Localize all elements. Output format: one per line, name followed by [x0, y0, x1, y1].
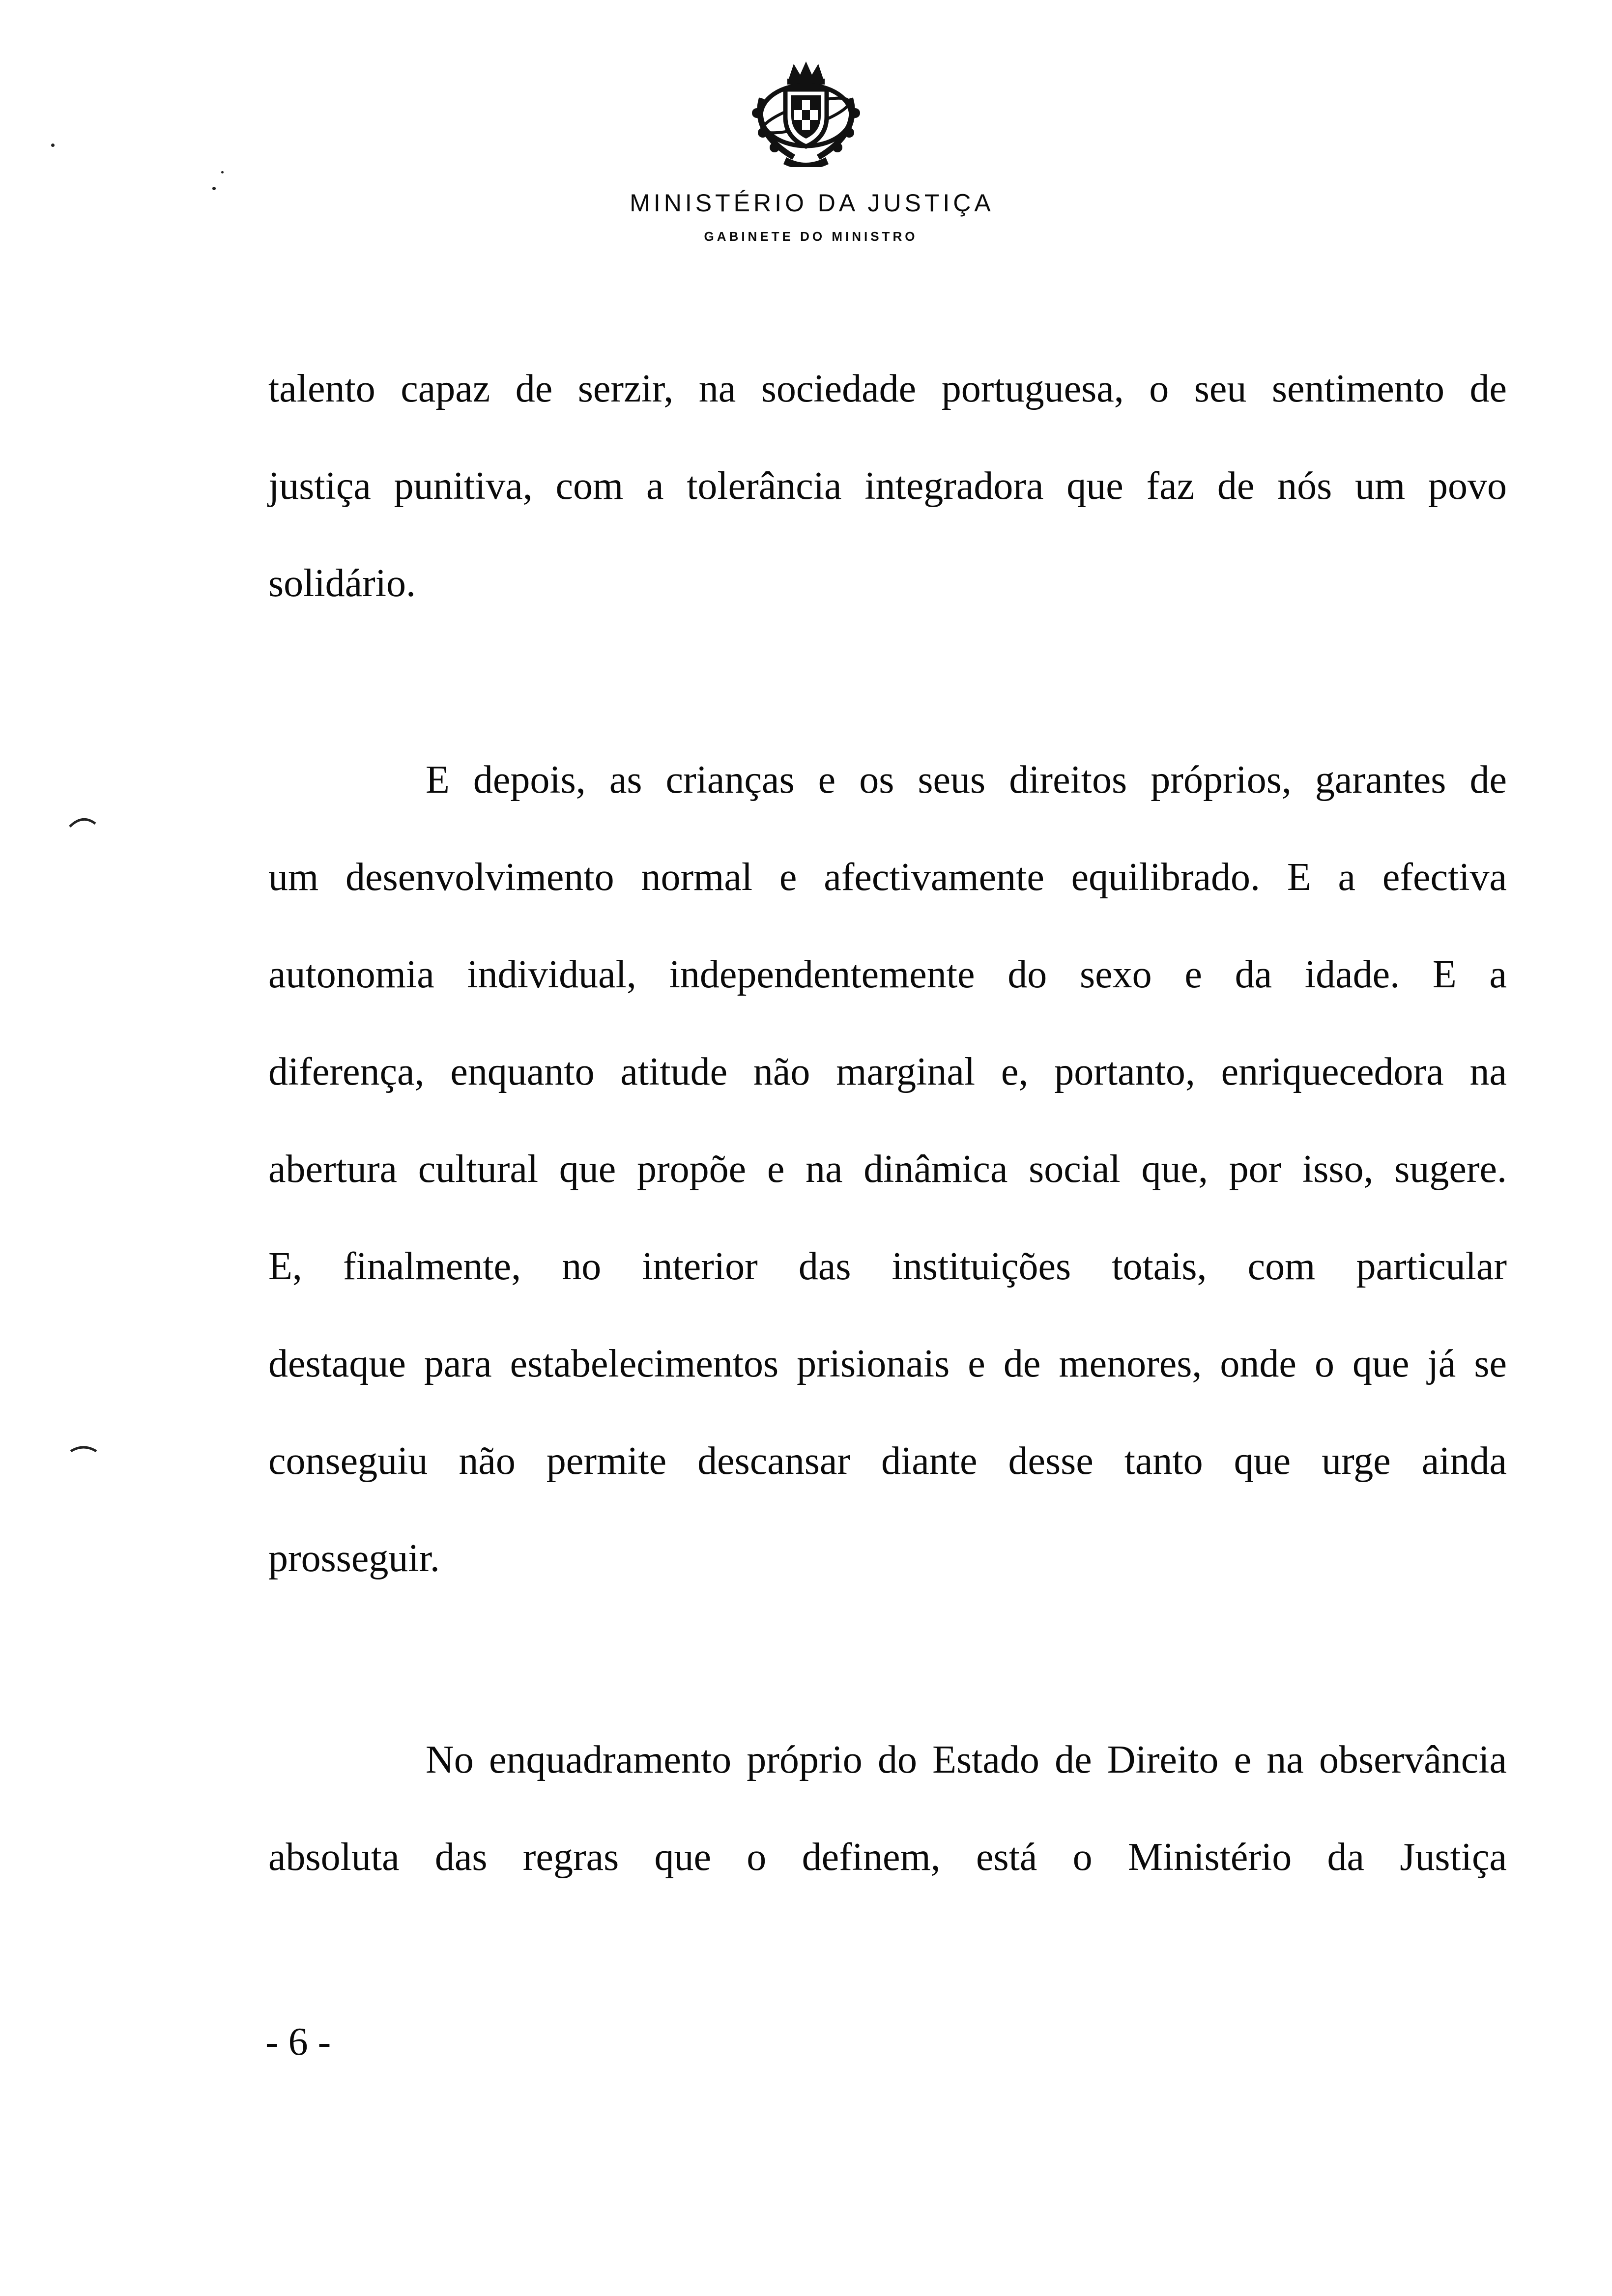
paragraph-3: [268, 1711, 1507, 1906]
text-line: autonomia individual, independentemente do sexo e da idade. E a: [268, 953, 1507, 996]
scan-speck: [212, 187, 216, 190]
scan-speck: [221, 171, 224, 173]
margin-mark: [69, 1442, 98, 1455]
text-line: diferença, enquanto atitude não marginal e, portanto, enriquecedora na: [268, 1050, 1507, 1093]
margin-mark: [68, 816, 97, 829]
text-line: absoluta das regras que o definem, está o Ministério da Justiça: [268, 1836, 1507, 1879]
letterhead: [0, 59, 1612, 244]
text-line: solidário.: [268, 562, 416, 605]
ministry-name: MINISTÉRIO DA JUSTIÇA: [630, 189, 994, 217]
text-line: conseguiu não permite descansar diante desse tanto que urge ainda: [268, 1439, 1507, 1483]
cabinet-name: GABINETE DO MINISTRO: [704, 229, 918, 244]
text-line: prosseguir.: [268, 1537, 440, 1580]
text-line: abertura cultural que propõe e na dinâmica social que, por isso, sugere.: [268, 1148, 1507, 1191]
paragraph-1: [268, 340, 1507, 632]
text-line: No enquadramento próprio do Estado de Direito e na observância: [426, 1738, 1507, 1781]
text-line: justiça punitiva, com a tolerância integradora que faz de nós um povo: [268, 464, 1507, 508]
paragraph-2: [268, 731, 1507, 1607]
text-line: destaque para estabelecimentos prisionais e de menores, onde o que já se: [268, 1342, 1507, 1385]
scan-speck: [51, 144, 55, 147]
text-line: E, finalmente, no interior das instituições totais, com particular: [268, 1245, 1507, 1288]
coat-of-arms-icon: [742, 59, 870, 167]
text-line: talento capaz de serzir, na sociedade portuguesa, o seu sentimento de: [268, 367, 1507, 410]
text-line: um desenvolvimento normal e afectivamente equilibrado. E a efectiva: [268, 856, 1507, 899]
text-line: E depois, as crianças e os seus direitos próprios, garantes de: [426, 758, 1507, 802]
page-number: - 6 -: [265, 2020, 331, 2064]
